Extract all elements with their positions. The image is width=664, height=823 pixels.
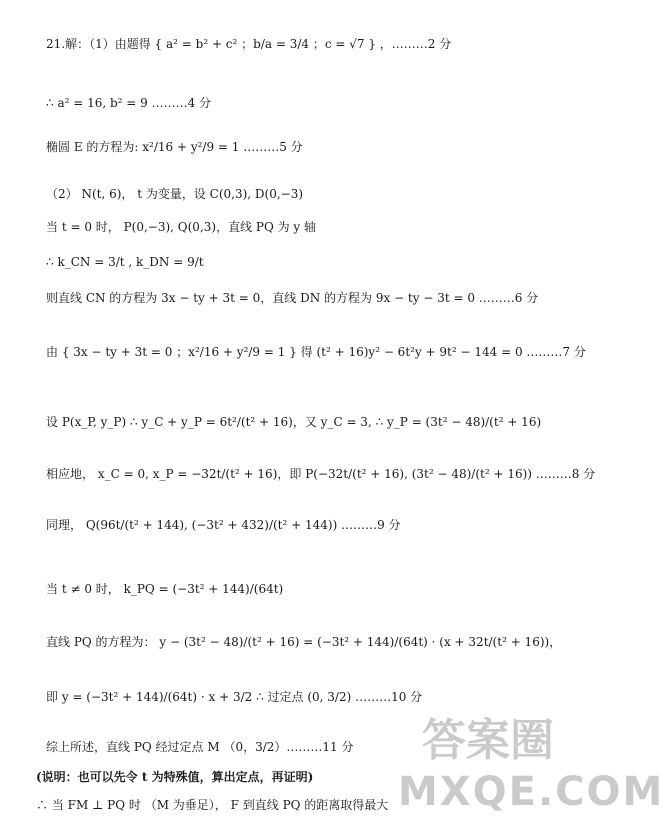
solution-note: (说明：也可以先令 t 为特殊值，算出定点，再证明) bbox=[36, 770, 314, 784]
solution-line-7: 则直线 CN 的方程为 3x − ty + 3t = 0，直线 DN 的方程为 9x − ty − 3t = 0 ………6 分 bbox=[46, 291, 539, 305]
solution-line-11: 同理， Q(96t/(t² + 144), (−3t² + 432)/(t² + 144)) ………9 分 bbox=[46, 518, 401, 532]
solution-line-2: ∴ a² = 16, b² = 9 ………4 分 bbox=[46, 96, 212, 110]
solution-line-15: 综上所述，直线 PQ 经过定点 M （0，3/2）………11 分 bbox=[46, 740, 354, 754]
solution-line-8: 由 { 3x − ty + 3t = 0 ；x²/16 + y²/9 = 1 } 得 (t² + 16)y² − 6t²y + 9t² − 144 = 0 ………7 分 bbox=[46, 345, 586, 359]
solution-line-4: （2） N(t, 6)， t 为变量，设 C(0,3), D(0,−3) bbox=[46, 187, 304, 201]
solution-line-5: 当 t = 0 时， P(0,−3), Q(0,3)，直线 PQ 为 y 轴 bbox=[46, 220, 317, 234]
solution-line-3: 椭圆 E 的方程为: x²/16 + y²/9 = 1 ………5 分 bbox=[46, 140, 303, 154]
solution-line-6: ∴ k_CN = 3/t , k_DN = 9/t bbox=[46, 255, 204, 269]
solution-line-17: ∴ 当 FM ⊥ PQ 时 （M 为垂足）， F 到直线 PQ 的距离取得最大 bbox=[36, 798, 389, 812]
watermark-cn: 答案圈 bbox=[422, 715, 554, 766]
solution-line-14: 即 y = (−3t² + 144)/(64t) · x + 3/2 ∴ 过定点 (0, 3/2) ………10 分 bbox=[46, 690, 423, 704]
solution-line-12: 当 t ≠ 0 时， k_PQ = (−3t² + 144)/(64t) bbox=[46, 582, 284, 596]
watermark-logo bbox=[398, 715, 664, 818]
solution-line-9: 设 P(x_P, y_P) ∴ y_C + y_P = 6t²/(t² + 16)，又 y_C = 3, ∴ y_P = (3t² − 48)/(t² + 16) bbox=[46, 415, 542, 429]
solution-line-10: 相应地， x_C = 0, x_P = −32t/(t² + 16)，即 P(−32t/(t² + 16), (3t² − 48)/(t² + 16)) ………8 分 bbox=[46, 467, 596, 481]
watermark-en: MXQE.COM bbox=[398, 769, 664, 815]
solution-line-13: 直线 PQ 的方程为： y − (3t² − 48)/(t² + 16) = (−3t² + 144)/(64t) · (x + 32t/(t² + 16))， bbox=[46, 635, 562, 649]
solution-line-1: 21.解：（1）由题得 { a² = b² + c² ；b/a = 3/4 ；c = √7 } ，………2 分 bbox=[46, 37, 452, 51]
